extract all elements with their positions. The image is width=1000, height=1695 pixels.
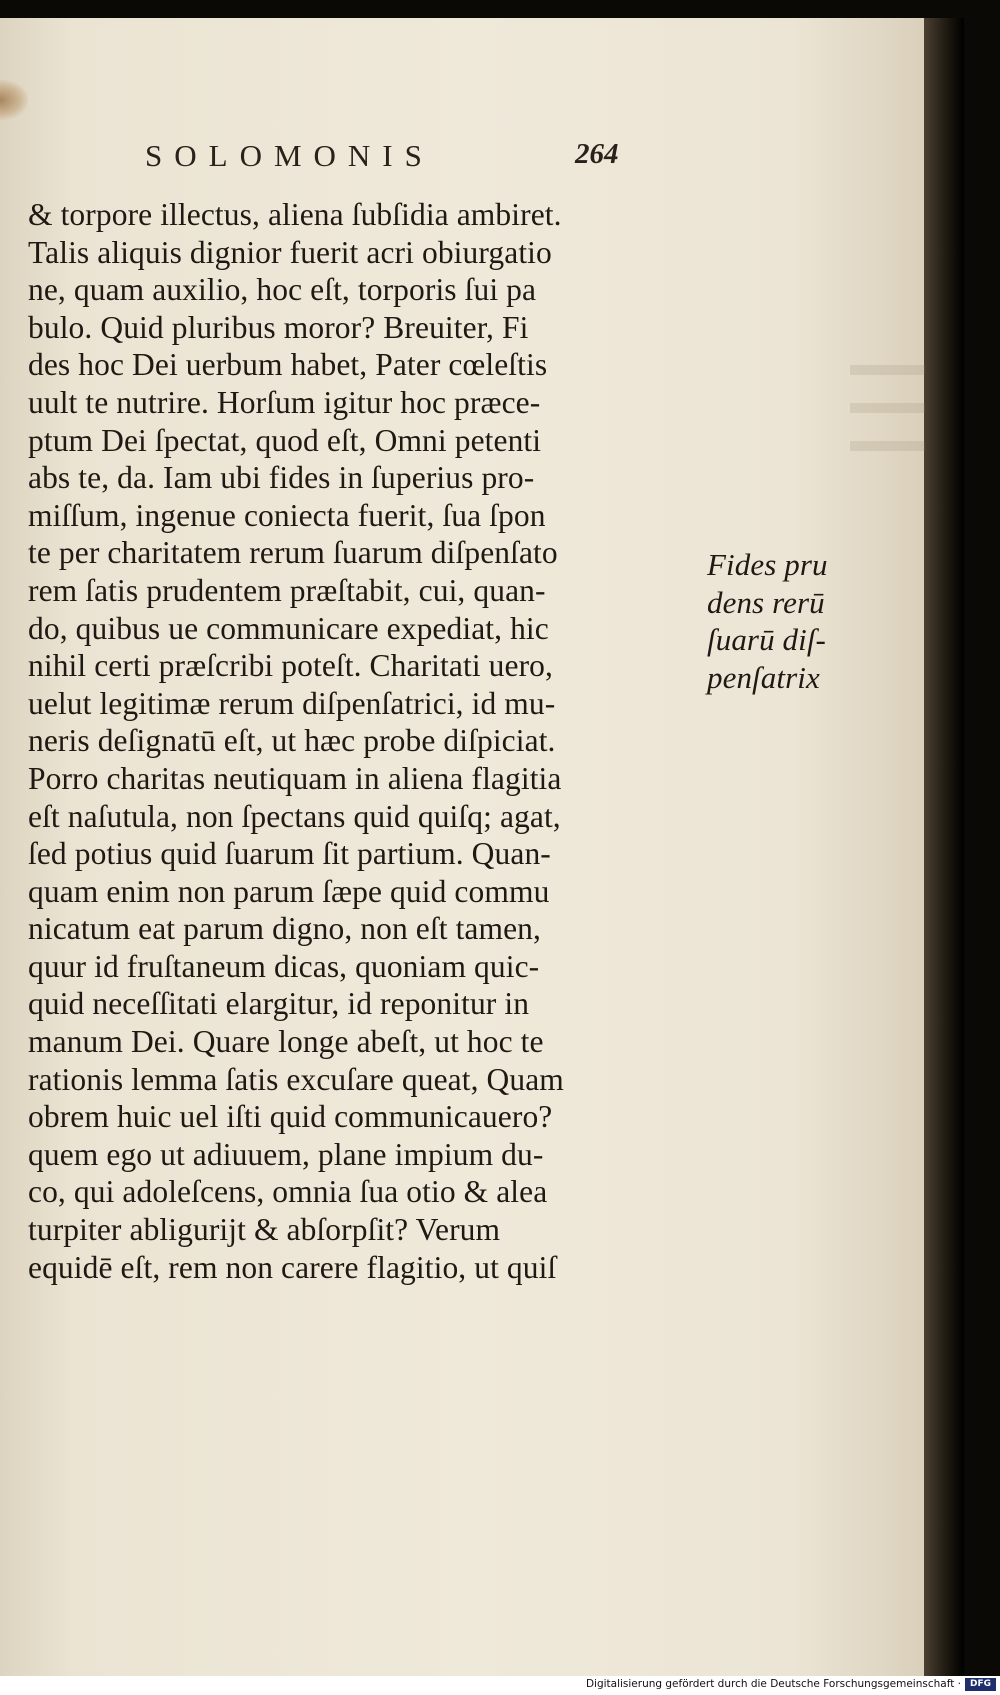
text-line: equidē eſt, rem non carere flagitio, ut quiſ bbox=[28, 1249, 557, 1285]
bleed-through-text bbox=[850, 365, 925, 455]
text-line: uelut legitimæ rerum diſpenſatrici, id mu- bbox=[28, 685, 556, 721]
text-line: ne, quam auxilio, hoc eſt, torporis ſui pa bbox=[28, 272, 537, 308]
marginal-note-line: penſatrix bbox=[707, 659, 820, 695]
text-line: te per charitatem rerum ſuarum diſpenſato bbox=[28, 535, 558, 571]
text-line: quem ego ut adiuuem, plane impium du- bbox=[28, 1136, 544, 1172]
text-line: manum Dei. Quare longe abeſt, ut hoc te bbox=[28, 1024, 544, 1060]
running-head: SOLOMONIS bbox=[145, 138, 434, 173]
main-text-block bbox=[28, 196, 708, 1286]
page-header bbox=[145, 138, 645, 178]
text-line: do, quibus ue communicare expediat, hic bbox=[28, 610, 549, 646]
text-line: ptum Dei ſpectat, quod eſt, Omni petenti bbox=[28, 422, 542, 458]
text-line: rem ſatis prudentem præſtabit, cui, quan- bbox=[28, 572, 546, 608]
marginal-note-line: ſuarū diſ- bbox=[707, 622, 826, 658]
page-stain bbox=[0, 80, 28, 120]
text-line: quam enim non parum ſæpe quid commu bbox=[28, 873, 550, 909]
text-line: co, qui adoleſcens, omnia ſua otio & alea bbox=[28, 1174, 548, 1210]
text-line: nihil certi præſcribi poteſt. Charitati uero, bbox=[28, 648, 553, 684]
text-line: abs te, da. Iam ubi fides in ſuperius pro- bbox=[28, 460, 535, 496]
page-number: 264 bbox=[575, 138, 619, 170]
text-line: miſſum, ingenue coniecta fuerit, ſua ſpon bbox=[28, 497, 546, 533]
marginal-note-line: dens rerū bbox=[707, 584, 825, 620]
text-line: turpiter abligurijt & abſorpſit? Verum bbox=[28, 1212, 501, 1248]
dfg-logo: DFG bbox=[965, 1678, 996, 1691]
text-line: & torpore illectus, aliena ſubſidia ambiret. bbox=[28, 197, 562, 232]
page-edge-shadow bbox=[924, 18, 964, 1678]
text-line: uult te nutrire. Horſum igitur hoc præce- bbox=[28, 384, 541, 420]
text-line: neris deſignatū eſt, ut hæc probe diſpiciat. bbox=[28, 723, 556, 759]
text-line: eſt naſutula, non ſpectans quid quiſq; agat, bbox=[28, 798, 561, 834]
text-line: bulo. Quid pluribus moror? Breuiter, Fi bbox=[28, 309, 529, 345]
text-line: obrem huic uel iſti quid communicauero? bbox=[28, 1099, 553, 1135]
text-line: ſed potius quid ſuarum ſit partium. Quan- bbox=[28, 836, 551, 872]
text-line: des hoc Dei uerbum habet, Pater cœleſtis bbox=[28, 347, 548, 383]
text-line: quid neceſſitati elargitur, id reponitur in bbox=[28, 986, 530, 1022]
funding-credit: Digitalisierung gefördert durch die Deutsche Forschungsgemeinschaft · bbox=[585, 1678, 961, 1690]
marginal-note bbox=[707, 546, 857, 696]
text-line: quur id fruſtaneum dicas, quoniam quic- bbox=[28, 948, 540, 984]
text-line: Porro charitas neutiquam in aliena flagitia bbox=[28, 760, 562, 796]
text-line: Talis aliquis dignior fuerit acri obiurgatio bbox=[28, 234, 552, 270]
text-line: nicatum eat parum digno, non eſt tamen, bbox=[28, 911, 542, 947]
marginal-note-line: Fides pru bbox=[707, 547, 828, 582]
text-line: rationis lemma ſatis excuſare queat, Quam bbox=[28, 1061, 564, 1097]
